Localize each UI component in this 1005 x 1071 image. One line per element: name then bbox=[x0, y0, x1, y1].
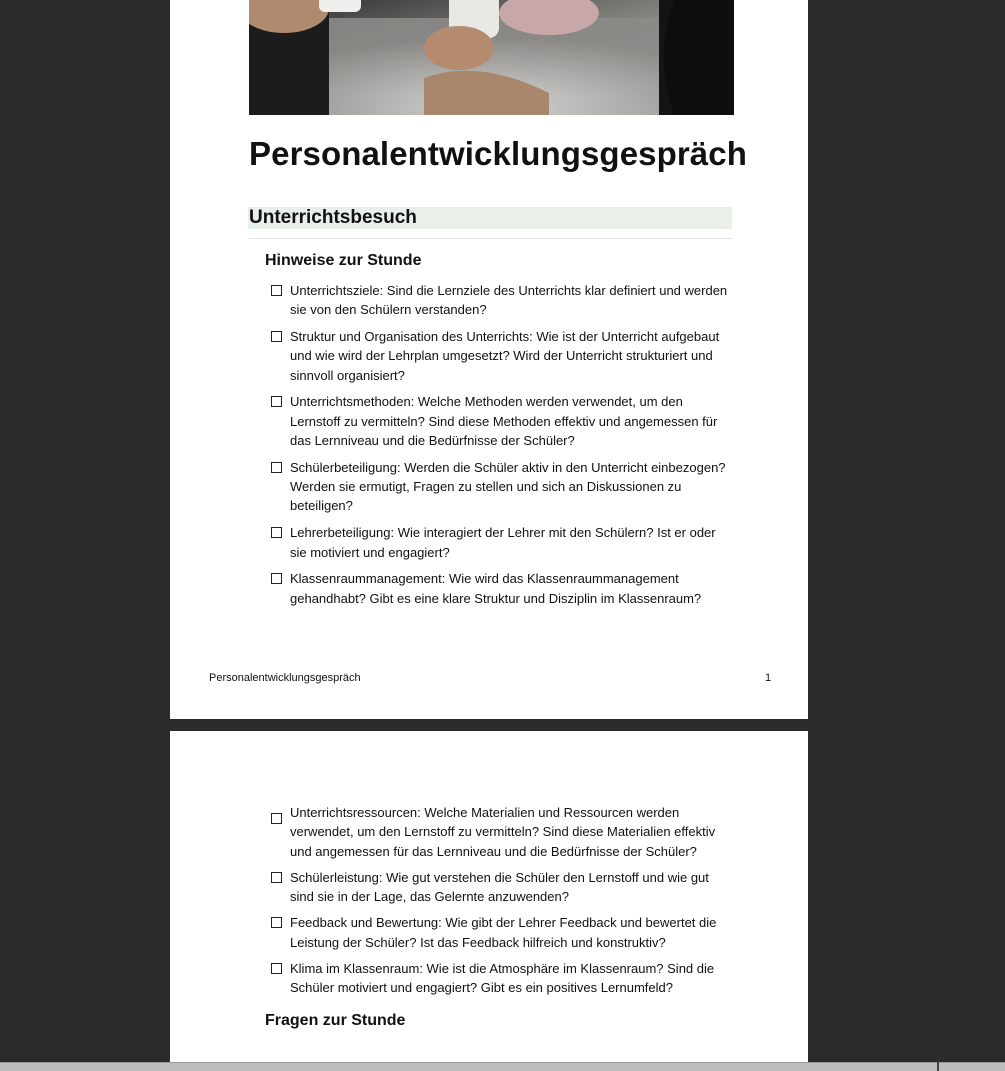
checkbox[interactable] bbox=[271, 462, 282, 473]
list-item bbox=[271, 913, 731, 952]
meeting-photo-icon bbox=[249, 0, 734, 115]
list-item-text: Schülerleistung: Wie gut verstehen die Schüler den Lernstoff und wie gut sind sie in der Lage, das Gelernte anzuwenden? bbox=[290, 869, 709, 905]
checkbox[interactable] bbox=[271, 813, 282, 824]
checklist-page-1 bbox=[271, 281, 731, 615]
checkbox[interactable] bbox=[271, 285, 282, 296]
list-item-text: Klassenraummanagement: Wie wird das Klassenraummanagement gehandhabt? Gibt es eine klare Struktur und Disziplin im Klassenraum? bbox=[290, 571, 702, 606]
section-divider bbox=[248, 238, 733, 239]
list-item bbox=[271, 959, 731, 998]
list-item-text: Unterrichtsmethoden: Welche Methoden werden verwendet, um den Lernstoff zu vermitteln? Sind diese Methoden effektiv und angemessen für das Lernniveau und die Bedürfnisse der Schüler? bbox=[290, 394, 718, 449]
horizontal-scrollbar[interactable] bbox=[0, 1062, 1005, 1071]
list-item bbox=[271, 523, 731, 562]
list-item-text: Unterrichtsressourcen: Welche Materialien und Ressourcen werden verwendet, um den Lernstoff zu vermitteln? Sind diese Materialien effektiv und angemessen für das Lernniveau und die Bedürfnisse der Schüler? bbox=[290, 805, 716, 859]
list-item-text: Struktur und Organisation des Unterrichts: Wie ist der Unterricht aufgebaut und wie wird der Lehrplan umgesetzt? Wird der Unterricht strukturiert und sinnvoll organisiert? bbox=[290, 329, 720, 383]
list-item-text: Lehrerbeteiligung: Wie interagiert der Lehrer mit den Schülern? Ist er oder sie motiviert und engagiert? bbox=[290, 525, 716, 560]
checklist-page-2 bbox=[271, 803, 731, 1005]
list-item bbox=[271, 392, 731, 450]
list-item bbox=[271, 803, 731, 861]
checkbox[interactable] bbox=[271, 331, 282, 342]
list-item-text: Feedback und Bewertung: Wie gibt der Lehrer Feedback und bewertet die Leistung der Schüler? Ist das Feedback hilfreich und konstruktiv? bbox=[290, 915, 717, 950]
checkbox[interactable] bbox=[271, 527, 282, 538]
page-title: Personalentwicklungsgespräch bbox=[249, 135, 747, 172]
checkbox[interactable] bbox=[271, 963, 282, 974]
page-number: 1 bbox=[765, 672, 772, 684]
list-item bbox=[271, 569, 731, 608]
scrollbar-divider bbox=[937, 1062, 939, 1071]
checkbox[interactable] bbox=[271, 573, 282, 584]
checkbox[interactable] bbox=[271, 872, 282, 883]
list-item-text: Klima im Klassenraum: Wie ist die Atmosphäre im Klassenraum? Sind die Schüler motiviert und engagiert? Gibt es ein positives Lernumfeld? bbox=[290, 961, 715, 996]
subheading-questions: Fragen zur Stunde bbox=[265, 1012, 406, 1029]
list-item-text: Schülerbeteiligung: Werden die Schüler aktiv in den Unterricht einbezogen? Werden sie ermutigt, Fragen zu stellen und sich an Diskussionen zu beteiligen? bbox=[290, 459, 726, 514]
document-page-2 bbox=[170, 731, 808, 1071]
list-item bbox=[271, 327, 731, 385]
document-page-1 bbox=[170, 0, 808, 719]
list-item bbox=[271, 868, 731, 907]
subheading-hints: Hinweise zur Stunde bbox=[265, 252, 422, 269]
checkbox[interactable] bbox=[271, 917, 282, 928]
list-item bbox=[271, 458, 731, 516]
checkbox[interactable] bbox=[271, 396, 282, 407]
list-item bbox=[271, 281, 731, 320]
section-heading: Unterrichtsbesuch bbox=[249, 207, 417, 228]
list-item-text: Unterrichtsziele: Sind die Lernziele des Unterrichts klar definiert und werden sie von den Schülern verstanden? bbox=[290, 283, 728, 318]
page-footer-title: Personalentwicklungsgespräch bbox=[209, 672, 361, 684]
